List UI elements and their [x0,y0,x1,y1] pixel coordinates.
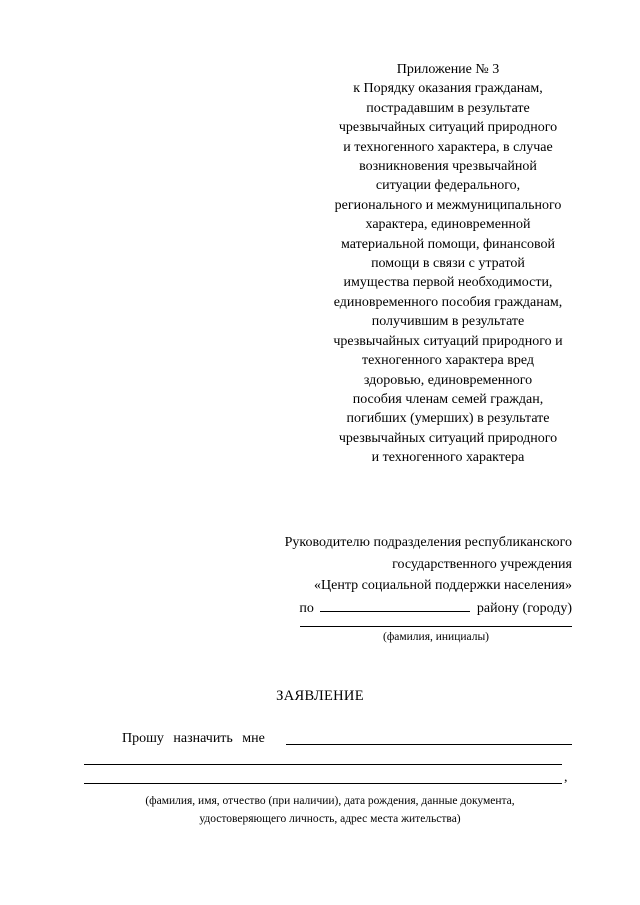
district-blank-field[interactable] [320,597,470,612]
applicant-details-caption [60,792,600,828]
trailing-comma: , [564,770,568,785]
addressee-line: государственного учреждения [392,556,572,572]
appendix-line: пострадавшим в результате [366,100,530,116]
addressee-line: «Центр социальной поддержки населения» [314,578,572,593]
district-suffix: району (городу) [476,600,572,616]
appendix-block [300,60,596,468]
appendix-line: техногенного характера вред [362,353,534,369]
appendix-line: единовременного пособия гражданам, [333,294,563,310]
appendix-line: чрезвычайных ситуаций природного [338,430,558,446]
appendix-line: и техногенного характера, в случае [343,139,553,155]
appendix-line: помощи в связи с утратой [371,256,525,272]
appendix-line: ситуации федерального, [375,178,521,194]
appendix-line: характера, единовременной [365,217,531,233]
request-blank-field-1[interactable] [286,744,572,745]
district-line [285,597,572,620]
district-prefix: по [299,600,314,616]
request-text: Прошу назначить мне [122,731,265,746]
appendix-line: чрезвычайных ситуаций природного [338,120,558,136]
appendix-line: пособия членам семей граждан, [352,391,544,407]
caption-line: (фамилия, имя, отчество (при наличии), дата рождения, данные документа, [145,795,515,807]
appendix-line: возникновения чрезвычайной [359,159,537,175]
caption-line: удостоверяющего личность, адрес места жительства) [199,813,461,825]
appendix-line: материальной помощи, финансовой [341,236,555,252]
appendix-line: здоровью, единовременного [363,372,533,388]
addressee-line: Руководителю подразделения республиканского [284,535,572,550]
appendix-line: получившим в результате [371,314,525,330]
name-initials-blank-field[interactable] [300,626,572,627]
statement-title: ЗАЯВЛЕНИЕ [276,688,364,704]
appendix-line: погибших (умерших) в результате [346,411,550,427]
appendix-line: и техногенного характера [371,450,525,466]
appendix-line: имущества первой необходимости, [343,275,553,291]
appendix-line: чрезвычайных ситуаций природного и [333,333,563,349]
request-blank-field-3[interactable] [84,783,562,784]
appendix-line: регионального и межмуниципального [334,197,562,213]
request-blank-field-2[interactable] [84,764,562,765]
name-initials-caption: (фамилия, инициалы) [382,631,490,643]
addressee-block [285,532,572,619]
appendix-line: к Порядку оказания гражданам, [353,81,543,97]
appendix-line: Приложение № 3 [396,62,500,77]
